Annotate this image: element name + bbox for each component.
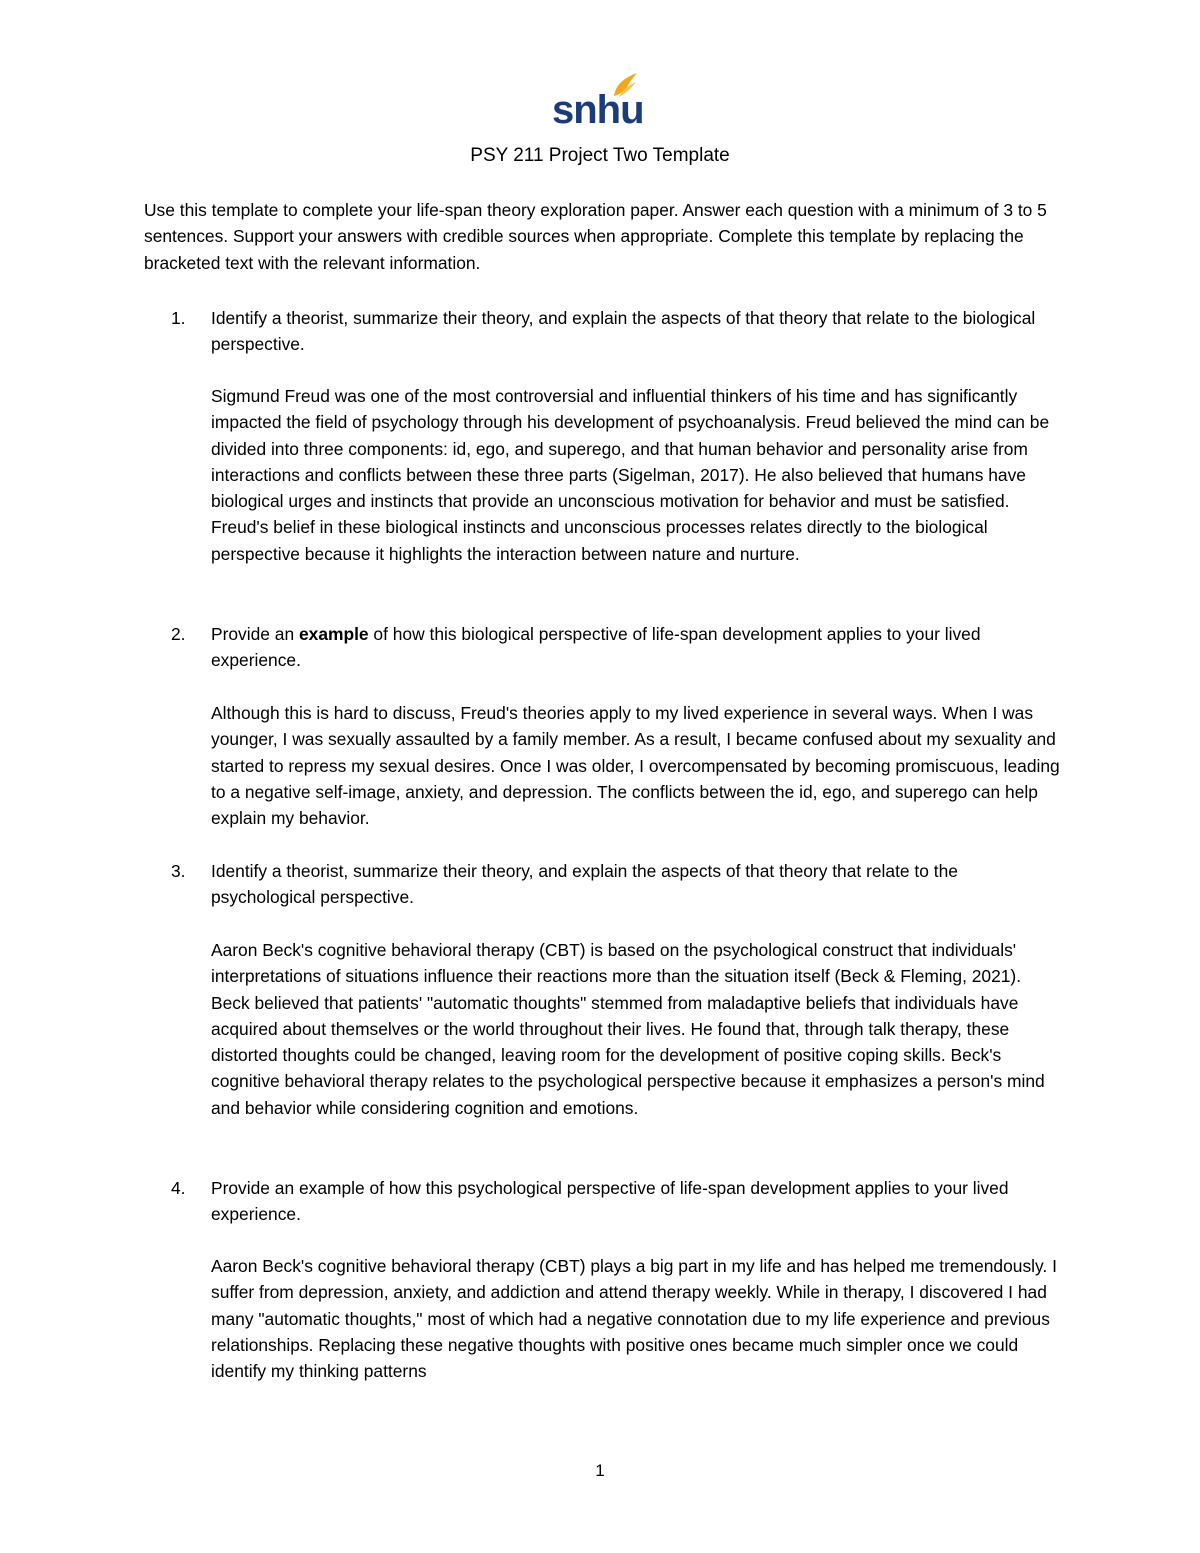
question-2-prompt-emphasis: example <box>298 624 369 644</box>
question-2-prompt-end: of how this biological perspective of life-span development applies to your lived experience. <box>211 624 981 671</box>
question-3-prompt: Identify a theorist, summarize their theory, and explain the aspects of that theory that relate to the psychological perspective. <box>211 861 958 908</box>
question-1-answer: Sigmund Freud was one of the most controversial and influential thinkers of his time and has significantly impacted the field of psychology through his development of psychoanalysis. Freud believed the mind can be divided into three components: id, ego, and superego, and that human behavior and personality arise from interactions and conflicts between these three parts (Sigelman, 2017). He also believed that humans have biological urges and instincts that provide an unconscious motivation for behavior and must be satisfied. Freud's belief in these biological instincts and unconscious processes relates directly to the biological perspective because it highlights the interaction between nature and nurture. <box>211 386 1050 564</box>
question-4-answer: Aaron Beck's cognitive behavioral therapy (CBT) plays a big part in my life and has helped me tremendously. I suffer from depression, anxiety, and addiction and attend therapy weekly. While in therapy, I discovered I had many "automatic thoughts," most of which had a negative connotation due to my life experience and previous relationships. Replacing these negative thoughts with positive ones became much simpler once we could identify my thinking patterns <box>211 1256 1057 1382</box>
question-2-answer: Although this is hard to discuss, Freud's theories apply to my lived experience in several ways. When I was younger, I was sexually assaulted by a family member. As a result, I became confused about my sexuality and started to repress my sexual desires. Once I was older, I overcompensated by becoming promiscuous, leading to a negative self-image, anxiety, and depression. The conflicts between the id, ego, and superego can help explain my behavior. <box>211 703 1060 829</box>
logo-wordmark: snhu <box>552 88 644 132</box>
question-2-prompt-start: Provide an <box>211 624 299 644</box>
question-2-prompt <box>211 621 1061 674</box>
question-1-number: 1. <box>171 308 186 328</box>
question-2-number: 2. <box>171 624 186 644</box>
question-4-prompt: Provide an example of how this psychological perspective of life-span development applies to your lived experience. <box>211 1178 1009 1225</box>
snhu-logo <box>552 70 642 134</box>
question-1-prompt: Identify a theorist, summarize their theory, and explain the aspects of that theory that relate to the biological perspective. <box>211 308 1036 355</box>
question-3-answer: Aaron Beck's cognitive behavioral therapy (CBT) is based on the psychological construct that individuals' interpretations of situations influence their reactions more than the situation itself (Beck & Fleming, 2021). Beck believed that patients' "automatic thoughts" stemmed from maladaptive beliefs that individuals have acquired about themselves or the world throughout their lives. He found that, through talk therapy, these distorted thoughts could be changed, leaving room for the development of positive coping skills. Beck's cognitive behavioral therapy relates to the psychological perspective because it emphasizes a person's mind and behavior while considering cognition and emotions. <box>211 940 1045 1118</box>
page-number: 1 <box>595 1461 605 1480</box>
page-title: PSY 211 Project Two Template <box>470 145 730 166</box>
question-4-number: 4. <box>171 1178 186 1198</box>
question-3-number: 3. <box>171 861 186 881</box>
intro-paragraph: Use this template to complete your life-span theory exploration paper. Answer each question with a minimum of 3 to 5 sentences. Support your answers with credible sources when appropriate. Complete this template by replacing the bracketed text with the relevant information. <box>144 200 1047 273</box>
